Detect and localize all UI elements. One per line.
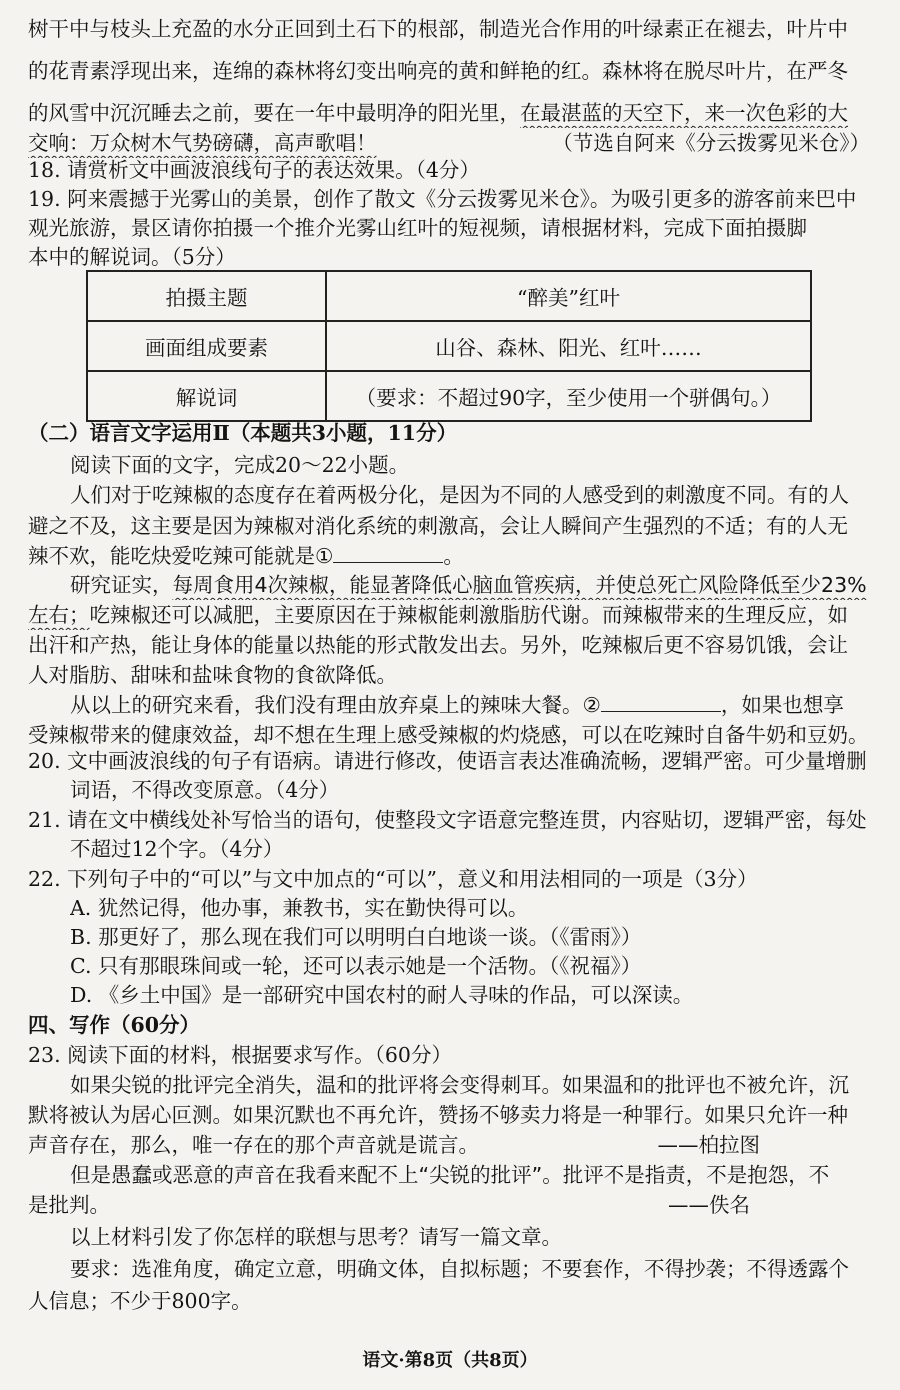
fill-blank-2[interactable] (601, 691, 721, 712)
paragraph-line: 出汗和产热，能让身体的能量以热能的形式散发出去。另外，吃辣椒后更不容易饥饿，会让 (28, 633, 848, 657)
paragraph-line: 人们对于吃辣椒的态度存在着两极分化，是因为不同的人感受到的刺激度不同。有的人 (70, 483, 849, 507)
passage-line: 的花青素浮现出来，连绵的森林将幻变出响亮的黄和鲜艳的红。森林将在脱尽叶片，在严冬 (28, 59, 848, 83)
material-line (28, 1130, 870, 1160)
table-value: “醉美”红叶 (326, 271, 811, 321)
wavy-sentence: 交响：万众树木气势磅礴，高声歌唱！ (28, 131, 377, 155)
table-row (87, 321, 811, 371)
question-20-line: 20. 文中画波浪线的句子有语病。请进行修改，使语言表达准确流畅，逻辑严密。可少量增删 (28, 749, 867, 773)
section-heading: （二）语言文字运用Ⅱ（本题共3小题，11分） (28, 421, 458, 445)
paragraph-line: 避之不及，这主要是因为辣椒对消化系统的刺激高，会让人瞬间产生强烈的不适；有的人无 (28, 514, 848, 538)
material-source: ——佚名 (668, 1193, 750, 1217)
question-22-stem: 22. 下列句子中的“可以”与文中加点的“可以”，意义和用法相同的一项是（3分） (28, 867, 758, 891)
fill-blank-1[interactable] (333, 542, 443, 563)
paragraph-text: ，如果也想享 (720, 693, 844, 717)
reading-intro: 阅读下面的文字，完成20～22小题。 (70, 453, 410, 477)
passage-text: 的风雪中沉沉睡去之前，要在一年中最明净的阳光里， (28, 101, 520, 125)
table-value: （要求：不超过90字，至少使用一个骈偶句。） (326, 371, 811, 421)
option-c: C. 只有那眼珠间或一轮，还可以表示她是一个活物。（《祝福》） (70, 954, 642, 978)
passage-source: （节选自阿来《分云拨雾见米仓》） (552, 131, 870, 155)
paragraph-text: 。 (443, 544, 464, 568)
writing-prompt: 以上材料引发了你怎样的联想与思考？请写一篇文章。 (70, 1225, 562, 1249)
option-d: D. 《乡土中国》是一部研究中国农村的耐人寻味的作品，可以深读。 (70, 983, 694, 1007)
question-21-line: 21. 请在文中横线处补写恰当的语句，使整段文字语意完整连贯，内容贴切，逻辑严密，每处 (28, 808, 867, 832)
paragraph-line: 人对脂肪、甜味和盐味食物的食欲降低。 (28, 663, 397, 687)
wavy-sentence: 每周食用4次辣椒，能显著降低心脑血管疾病，并使总死亡风险降低至少23% (172, 573, 867, 597)
material-line: 如果尖锐的批评完全消失，温和的批评将会变得刺耳。如果温和的批评也不被允许，沉 (70, 1073, 849, 1097)
writing-requirement: 要求：选准角度，确定立意，明确文体，自拟标题；不要套作，不得抄袭；不得透露个 (70, 1257, 849, 1281)
question-19-line: 本中的解说词。（5分） (28, 245, 236, 269)
passage-line (28, 128, 870, 158)
paragraph-line (70, 690, 870, 720)
section-heading: 四、写作（60分） (28, 1013, 201, 1037)
paragraph-text: 受辣椒带来的健康效益，却不想在生理上感受辣椒的灼烧感， (28, 723, 582, 747)
question-20-line: 词语，不得改变原意。（4分） (70, 778, 340, 802)
material-text: 声音存在，那么，唯一存在的那个声音就是谎言。 (28, 1133, 479, 1157)
writing-requirement: 人信息；不少于800字。 (28, 1289, 252, 1313)
table-label: 画面组成要素 (87, 321, 326, 371)
paragraph-text: 辣不欢，能吃炔爱吃辣可能就是① (28, 544, 334, 568)
question-19-line: 19. 阿来震撼于光雾山的美景，创作了散文《分云拨雾见米仓》。为吸引更多的游客前来巴中 (28, 187, 857, 211)
question-23: 23. 阅读下面的材料，根据要求写作。（60分） (28, 1043, 452, 1067)
question-18: 18. 请赏析文中画波浪线句子的表达效果。（4分） (28, 158, 480, 182)
material-line: 默将被认为居心叵测。如果沉默也不再允许，赞扬不够卖力将是一种罪行。如果只允许一种 (28, 1103, 848, 1127)
material-text: 是批判。 (28, 1193, 110, 1217)
material-source: ——柏拉图 (657, 1133, 760, 1157)
paragraph-text: 研究证实， (70, 573, 173, 597)
material-line (28, 1190, 870, 1220)
paragraph-text: 从以上的研究来看，我们没有理由放弃桌上的辣味大餐。② (70, 693, 601, 717)
material-line: 但是愚蠢或恶意的声音在我看来配不上“尖锐的批评”。批评不是指责，不是抱怨，不 (70, 1163, 830, 1187)
paragraph-text: 吃辣椒还可以减肥，主要原因在于辣椒能刺激脂肪代谢。而辣椒带来的生理反应，如 (89, 603, 848, 627)
paragraph-line (28, 600, 870, 630)
table-value: 山谷、森林、阳光、红叶…… (326, 321, 811, 371)
passage-line: 树干中与枝头上充盈的水分正回到土石下的根部，制造光合作用的叶绿素正在褪去，叶片中 (28, 17, 848, 41)
passage-line (28, 98, 870, 128)
page-footer: 语文·第8页（共8页） (362, 1350, 538, 1371)
table-label: 解说词 (87, 371, 326, 421)
wavy-sentence: 左右； (28, 603, 90, 627)
paragraph-line (28, 541, 870, 571)
paragraph-text: 在吃辣时自备牛奶和豆奶。 (622, 723, 869, 747)
dotted-word: 可以 (581, 723, 623, 747)
table-row (87, 271, 811, 321)
option-a: A. 犹然记得，他办事，兼教书，实在勤快得可以。 (70, 896, 529, 920)
question-21-line: 不超过12个字。（4分） (70, 837, 284, 861)
paragraph-line (70, 570, 870, 600)
table-row (87, 371, 811, 421)
table-label: 拍摄主题 (87, 271, 326, 321)
question-19-line: 观光旅游，景区请你拍摄一个推介光雾山红叶的短视频，请根据材料，完成下面拍摄脚 (28, 216, 807, 240)
option-b: B. 那更好了，那么现在我们可以明明白白地谈一谈。（《雷雨》） (70, 925, 642, 949)
wavy-sentence: 在最湛蓝的天空下，来一次色彩的大 (520, 101, 848, 125)
script-table (86, 270, 812, 422)
